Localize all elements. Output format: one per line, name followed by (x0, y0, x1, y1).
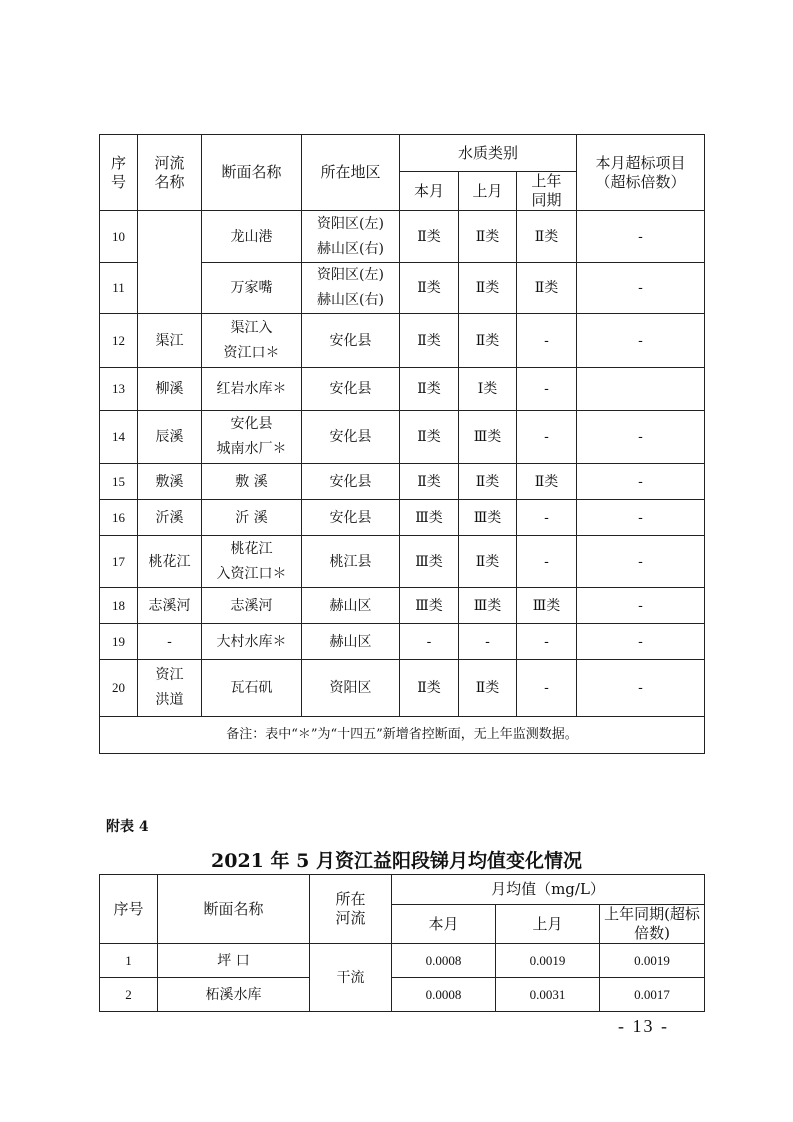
row-river: 渠江 (138, 314, 202, 368)
t2-row-1-last-year: 0.0019 (600, 944, 705, 978)
row-this-month: Ⅲ类 (400, 536, 459, 588)
row-region-line: 资阳区 (329, 680, 372, 696)
table-row (100, 464, 705, 500)
t2-row-1-seq: 1 (100, 944, 158, 978)
row-this-month: Ⅲ类 (400, 588, 459, 624)
row-exceed: - (577, 464, 705, 500)
table-row (100, 500, 705, 536)
header-quality: 水质类别 (400, 135, 577, 172)
row-exceed (577, 368, 705, 411)
row-river-merged (138, 211, 202, 314)
row-section (202, 314, 302, 368)
row-section-line: 万家嘴 (230, 280, 273, 296)
row-region (302, 368, 400, 411)
row-section-line: 桃花江 (230, 540, 273, 557)
row-seq: 19 (100, 624, 138, 660)
row-last-year: - (517, 368, 577, 411)
row-this-month: Ⅱ类 (400, 464, 459, 500)
row-last-month: Ⅱ类 (459, 536, 517, 588)
row-region-line: 赫山区 (329, 633, 372, 650)
row-this-month: Ⅱ类 (400, 263, 459, 314)
row-last-year: - (517, 536, 577, 588)
row-river: 辰溪 (138, 411, 202, 464)
row-section (202, 211, 302, 263)
row-region (302, 263, 400, 314)
t2-row-1-section: 坪 口 (158, 944, 310, 978)
row-section-line: 城南水厂＊ (216, 441, 287, 457)
row-section-line: 瓦石矶 (230, 680, 273, 696)
row-region (302, 464, 400, 500)
t2-header-last-month: 上月 (496, 905, 600, 944)
row-last-month: Ⅱ类 (459, 464, 517, 500)
row-this-month: - (400, 624, 459, 660)
row-seq: 16 (100, 500, 138, 536)
row-exceed: - (577, 588, 705, 624)
row-region (302, 211, 400, 263)
row-last-year: - (517, 624, 577, 660)
row-seq: 14 (100, 411, 138, 464)
row-last-year: - (517, 411, 577, 464)
row-last-year: Ⅲ类 (517, 588, 577, 624)
row-exceed: - (577, 500, 705, 536)
row-last-month: Ⅱ类 (459, 263, 517, 314)
header-region: 所在地区 (302, 135, 400, 211)
t2-row-2-last-year: 0.0017 (600, 978, 705, 1012)
row-seq: 10 (100, 211, 138, 263)
row-river: 敷溪 (138, 464, 202, 500)
t2-row-1-last-month: 0.0019 (496, 944, 600, 978)
table-row (100, 411, 705, 464)
row-seq: 17 (100, 536, 138, 588)
row-section-line: 入资江口＊ (216, 565, 287, 582)
row-last-month: - (459, 624, 517, 660)
row-section (202, 500, 302, 536)
row-exceed: - (577, 211, 705, 263)
row-river: 桃花江 (138, 536, 202, 588)
row-river: 志溪河 (138, 588, 202, 624)
table-row (100, 588, 705, 624)
row-section-line: 大村水库＊ (216, 633, 287, 650)
t2-river-mainstream: 干流 (310, 944, 392, 1012)
row-region-line: 安化县 (329, 429, 372, 445)
row-river: - (138, 624, 202, 660)
row-section (202, 464, 302, 500)
row-section (202, 588, 302, 624)
row-this-month: Ⅱ类 (400, 314, 459, 368)
t2-header-last-year: 上年同期(超标倍数) (600, 905, 705, 944)
row-this-month: Ⅱ类 (400, 368, 459, 411)
row-region-line: 安化县 (329, 381, 372, 397)
row-section-line: 安化县 (230, 416, 273, 432)
note-row (100, 717, 705, 754)
row-this-month: Ⅱ类 (400, 660, 459, 717)
row-region (302, 624, 400, 660)
t2-row-2-section: 柘溪水库 (158, 978, 310, 1012)
row-region (302, 660, 400, 717)
row-region-line: 安化县 (329, 509, 372, 526)
row-section-line: 敷 溪 (235, 473, 268, 490)
row-region-line: 资阳区(左) (317, 267, 384, 283)
row-exceed: - (577, 624, 705, 660)
row-last-month: Ⅲ类 (459, 588, 517, 624)
row-river-line: 洪道 (155, 692, 184, 708)
header-last-year: 上年同期 (517, 172, 577, 211)
page-number: - 13 - (618, 1016, 669, 1036)
row-exceed: - (577, 536, 705, 588)
row-river: 柳溪 (138, 368, 202, 411)
row-this-month: Ⅱ类 (400, 411, 459, 464)
row-last-year: - (517, 500, 577, 536)
t2-header-this-month: 本月 (392, 905, 496, 944)
row-last-year: Ⅱ类 (517, 211, 577, 263)
row-region (302, 314, 400, 368)
row-seq: 20 (100, 660, 138, 717)
row-exceed: - (577, 263, 705, 314)
row-section (202, 263, 302, 314)
header-river: 河流名称 (138, 135, 202, 211)
row-region-line: 赫山区 (329, 597, 372, 614)
row-this-month: Ⅱ类 (400, 211, 459, 263)
t2-header-seq: 序号 (100, 875, 158, 944)
row-section-line: 沂 溪 (235, 509, 268, 526)
table-row (100, 660, 705, 717)
row-section (202, 660, 302, 717)
table-row (100, 211, 705, 263)
row-seq: 13 (100, 368, 138, 411)
header-this-month: 本月 (400, 172, 459, 211)
antimony-table (99, 874, 705, 1012)
row-region-line: 安化县 (329, 473, 372, 490)
table-row (100, 314, 705, 368)
row-section-line: 红岩水库＊ (216, 381, 287, 397)
annex-label: 附表 4 (106, 819, 149, 835)
water-quality-table (99, 134, 705, 754)
t2-header-river: 所在河流 (310, 875, 392, 944)
table-row (100, 536, 705, 588)
row-region (302, 500, 400, 536)
row-section (202, 368, 302, 411)
row-region-line: 桃江县 (329, 553, 372, 570)
row-section (202, 536, 302, 588)
t2-row-1-this-month: 0.0008 (392, 944, 496, 978)
row-region-line: 赫山区(右) (317, 240, 384, 257)
row-seq: 15 (100, 464, 138, 500)
row-section (202, 624, 302, 660)
table-row (100, 624, 705, 660)
row-region (302, 411, 400, 464)
row-exceed: - (577, 660, 705, 717)
row-section (202, 411, 302, 464)
row-last-month: Ⅱ类 (459, 314, 517, 368)
row-exceed: - (577, 411, 705, 464)
row-region-line: 赫山区(右) (317, 292, 384, 308)
row-this-month: Ⅲ类 (400, 500, 459, 536)
row-section-line: 龙山港 (230, 228, 273, 245)
t2-header-monthly-avg: 月均值（mg/L） (392, 875, 705, 905)
row-last-month: Ⅱ类 (459, 211, 517, 263)
row-last-month: Ⅰ类 (459, 368, 517, 411)
row-section-line: 资江口＊ (223, 344, 280, 361)
row-last-year: Ⅱ类 (517, 263, 577, 314)
row-seq: 12 (100, 314, 138, 368)
row-last-month: Ⅲ类 (459, 500, 517, 536)
row-river: 沂溪 (138, 500, 202, 536)
table-row (100, 368, 705, 411)
row-region (302, 588, 400, 624)
t2-row-2-seq: 2 (100, 978, 158, 1012)
t2-header-section: 断面名称 (158, 875, 310, 944)
header-last-month: 上月 (459, 172, 517, 211)
row-region-line: 安化县 (329, 332, 372, 349)
row-region (302, 536, 400, 588)
row-section-line: 志溪河 (230, 597, 273, 614)
row-last-year: - (517, 314, 577, 368)
header-section: 断面名称 (202, 135, 302, 211)
t2-row-2-this-month: 0.0008 (392, 978, 496, 1012)
row-last-year: Ⅱ类 (517, 464, 577, 500)
header-seq: 序号 (100, 135, 138, 211)
row-river-line: 资江 (155, 667, 184, 683)
row-seq: 18 (100, 588, 138, 624)
row-river (138, 660, 202, 717)
row-region-line: 资阳区(左) (317, 215, 384, 232)
row-seq: 11 (100, 263, 138, 314)
row-last-month: Ⅱ类 (459, 660, 517, 717)
table-note: 备注：表中“＊”为“十四五”新增省控断面，无上年监测数据。 (100, 717, 705, 754)
row-last-month: Ⅲ类 (459, 411, 517, 464)
table2-title: 2021 年 5 月资江益阳段锑月均值变化情况 (211, 850, 582, 872)
row-section-line: 渠江入 (230, 319, 273, 336)
row-exceed: - (577, 314, 705, 368)
row-last-year: - (517, 660, 577, 717)
t2-row-2-last-month: 0.0031 (496, 978, 600, 1012)
header-exceed: 本月超标项目（超标倍数） (577, 135, 705, 211)
